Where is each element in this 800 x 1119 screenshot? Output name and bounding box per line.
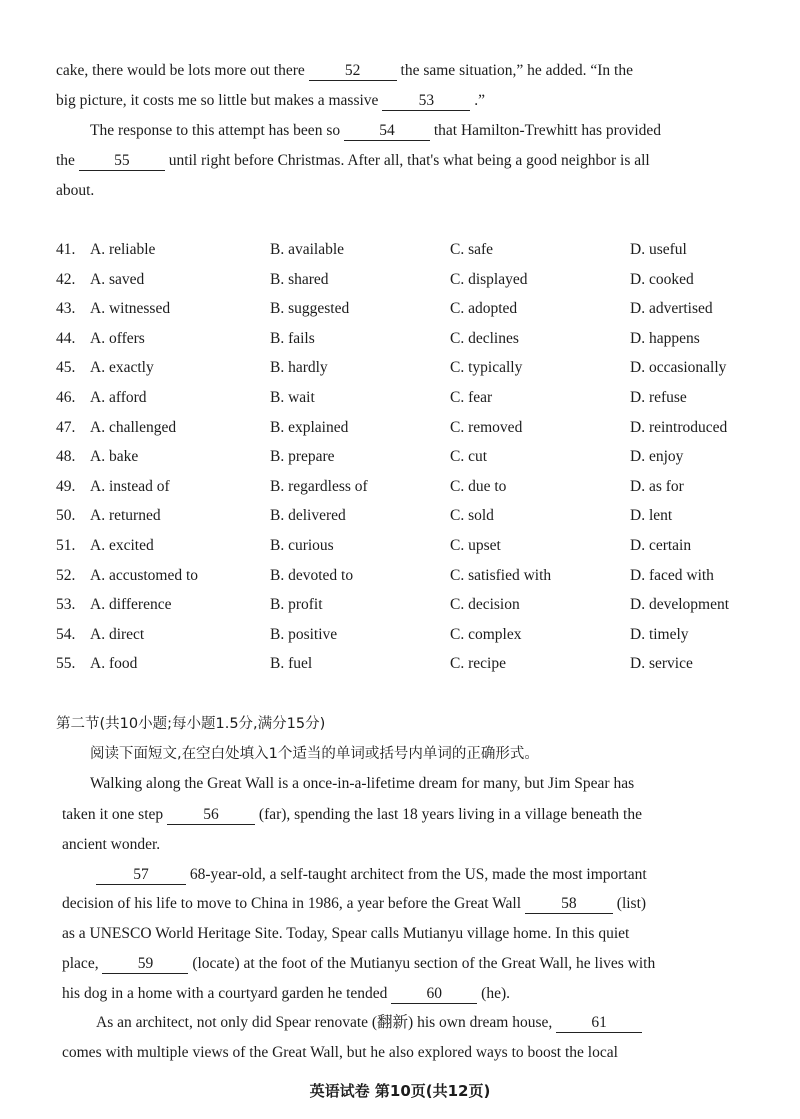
option-c[interactable]: C. safe [450,241,494,258]
option-b[interactable]: B. hardly [270,359,328,376]
blank-53[interactable]: 53 [382,91,470,111]
passage-text: taken it one step [62,806,164,823]
option-d[interactable]: D. as for [630,478,684,495]
option-c[interactable]: C. typically [450,359,523,376]
s2-line-1 [90,774,634,794]
option-b[interactable]: B. positive [270,626,338,643]
blank-58[interactable]: 58 [525,894,613,914]
blank-60[interactable]: 60 [391,984,477,1004]
option-a[interactable]: A. saved [90,271,145,288]
passage-text: that Hamilton-Trewhitt has provided [433,122,662,139]
option-d[interactable]: D. timely [630,626,689,643]
passage-text: comes with multiple views of the Great Wall, but he also explored ways to boost the local [62,1044,618,1061]
option-a[interactable]: A. exactly [90,359,154,376]
section2-heading: 第二节(共10小题;每小题1.5分,满分15分) [56,716,326,732]
passage-text: .” [474,92,485,109]
option-a[interactable]: A. excited [90,537,154,554]
option-d[interactable]: D. lent [630,507,673,524]
option-b[interactable]: B. curious [270,537,334,554]
option-b[interactable]: B. explained [270,419,349,436]
page-footer: 英语试卷 第10页(共12页) [309,1082,491,1100]
s2-line-10 [62,1043,618,1063]
option-c[interactable]: C. sold [450,507,494,524]
blank-55[interactable]: 55 [79,151,165,171]
question-number: 50. [56,507,76,524]
question-number: 51. [56,537,76,554]
passage-text: (he). [481,985,510,1002]
option-d[interactable]: D. happens [630,330,700,347]
passage-text: (far), spending the last 18 years living in a village beneath the [258,806,642,823]
option-b[interactable]: B. available [270,241,345,258]
question-number: 42. [56,271,76,288]
question-number: 44. [56,330,76,347]
passage-text: The response to this attempt has been so [90,122,341,139]
passage-text: the same situation,” he added. “In the [400,62,633,79]
passage-text: his dog in a home with a courtyard garden he tended [62,985,388,1002]
passage-text: cake, there would be lots more out there [56,62,305,79]
question-number: 55. [56,655,76,672]
s2-line-8 [62,984,510,1004]
s2-line-9 [96,1013,642,1033]
option-a[interactable]: A. reliable [90,241,156,258]
question-number: 48. [56,448,76,465]
passage-text: ancient wonder. [62,836,161,853]
passage-text: (list) [616,895,647,912]
option-d[interactable]: D. development [630,596,730,613]
option-a[interactable]: A. challenged [90,419,177,436]
option-c[interactable]: C. decision [450,596,520,613]
option-b[interactable]: B. prepare [270,448,335,465]
passage-line-3 [90,121,661,141]
question-number: 49. [56,478,76,495]
option-a[interactable]: A. afford [90,389,147,406]
option-b[interactable]: B. fuel [270,655,313,672]
blank-56[interactable]: 56 [167,805,255,825]
option-d[interactable]: D. advertised [630,300,713,317]
question-number: 47. [56,419,76,436]
question-number: 43. [56,300,76,317]
option-a[interactable]: A. bake [90,448,139,465]
option-c[interactable]: C. declines [450,330,519,347]
option-c[interactable]: C. displayed [450,271,528,288]
option-b[interactable]: B. profit [270,596,323,613]
option-c[interactable]: C. recipe [450,655,506,672]
blank-61[interactable]: 61 [556,1013,642,1033]
s2-line-2 [62,805,642,825]
option-b[interactable]: B. delivered [270,507,346,524]
question-number: 53. [56,596,76,613]
option-b[interactable]: B. wait [270,389,315,406]
option-c[interactable]: C. satisfied with [450,567,552,584]
option-d[interactable]: D. useful [630,241,687,258]
option-a[interactable]: A. difference [90,596,172,613]
blank-52[interactable]: 52 [309,61,397,81]
option-d[interactable]: D. reintroduced [630,419,728,436]
option-d[interactable]: D. occasionally [630,359,727,376]
passage-text: As an architect, not only did Spear renovate (翻新) his own dream house, [96,1014,553,1031]
passage-line-4 [56,151,650,171]
option-a[interactable]: A. instead of [90,478,170,495]
option-b[interactable]: B. suggested [270,300,350,317]
passage-text: Walking along the Great Wall is a once-in-a-lifetime dream for many, but Jim Spear has [90,775,635,792]
passage-text: the [56,152,75,169]
option-b[interactable]: B. devoted to [270,567,354,584]
option-b[interactable]: B. shared [270,271,329,288]
option-b[interactable]: B. regardless of [270,478,368,495]
option-d[interactable]: D. certain [630,537,692,554]
passage-text: 68-year-old, a self-taught architect from the US, made the most important [189,866,647,883]
blank-54[interactable]: 54 [344,121,430,141]
option-c[interactable]: C. upset [450,537,501,554]
option-c[interactable]: C. adopted [450,300,518,317]
passage-text: as a UNESCO World Heritage Site. Today, Spear calls Mutianyu village home. In this quiet [62,925,630,942]
s2-line-3 [62,835,160,855]
option-a[interactable]: A. direct [90,626,145,643]
option-d[interactable]: D. refuse [630,389,687,406]
passage-text: until right before Christmas. After all, that's what being a good neighbor is all [168,152,650,169]
option-a[interactable]: A. accustomed to [90,567,199,584]
option-d[interactable]: D. service [630,655,693,672]
passage-line-2 [56,91,485,111]
passage-text: about. [56,182,95,199]
passage-text: place, [62,955,99,972]
option-a[interactable]: A. food [90,655,138,672]
passage-text: big picture, it costs me so little but makes a massive [56,92,379,109]
question-number: 46. [56,389,76,406]
option-d[interactable]: D. cooked [630,271,694,288]
option-c[interactable]: C. due to [450,478,507,495]
passage-line-1 [56,61,633,81]
option-c[interactable]: C. complex [450,626,522,643]
passage-text: decision of his life to move to China in 1986, a year before the Great Wall [62,895,522,912]
blank-57[interactable]: 57 [96,865,186,885]
option-c[interactable]: C. fear [450,389,493,406]
passage-line-5 [56,181,94,201]
s2-line-4 [96,865,647,885]
s2-line-5 [62,894,646,914]
section2-instruction: 阅读下面短文,在空白处填入1个适当的单词或括号内单词的正确形式。 [90,746,539,762]
passage-text: (locate) at the foot of the Mutianyu section of the Great Wall, he lives with [192,955,656,972]
option-c[interactable]: C. cut [450,448,488,465]
option-c[interactable]: C. removed [450,419,523,436]
s2-line-6 [62,924,629,944]
option-d[interactable]: D. enjoy [630,448,684,465]
question-number: 54. [56,626,76,643]
question-number: 52. [56,567,76,584]
s2-line-7 [62,954,655,974]
question-number: 41. [56,241,76,258]
option-a[interactable]: A. witnessed [90,300,171,317]
question-number: 45. [56,359,76,376]
option-b[interactable]: B. fails [270,330,315,347]
option-a[interactable]: A. returned [90,507,161,524]
option-d[interactable]: D. faced with [630,567,714,584]
option-a[interactable]: A. offers [90,330,145,347]
blank-59[interactable]: 59 [102,954,188,974]
